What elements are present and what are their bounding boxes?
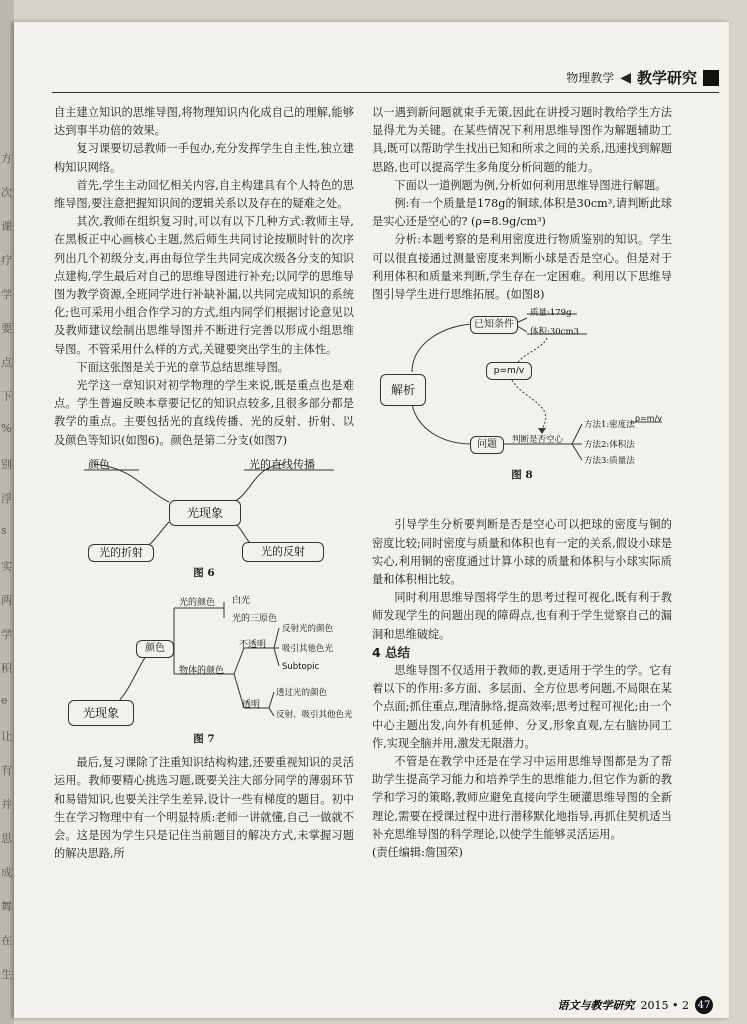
figure-6-caption: 图 6 — [193, 566, 215, 579]
fig8-mass: 质量:179g — [530, 308, 572, 319]
strip-glyph: 课 — [1, 220, 12, 233]
strip-glyph: 在 — [1, 934, 12, 947]
right-paragraph-6: 同时利用思维导图将学生的思考过程可视化,既有利于教师发现学生的问题出现的障碍点,也有利于学生觉察自己的漏洞和思维破绽。 — [372, 591, 672, 641]
header-column: 物理教学 — [566, 71, 615, 85]
fig8-judge: 判断是否空心 — [512, 435, 564, 446]
fig6-branch-color: 颜色 — [88, 457, 110, 471]
fig6-branch-reflection: 光的反射 — [242, 542, 324, 562]
fig6-branch-straight: 光的直线传播 — [249, 457, 315, 471]
fig8-center-node: 解析 — [380, 374, 426, 406]
left-paragraph-7: 最后,复习课除了注重知识结构构建,还要重视知识的灵活运用。教师要精心挑选习题,既要关注大部分同学的薄弱环节和易错知识,也要关注学生差异,设计一些有梯度的题目。初中生在学习物理中有一个明显特质:老师一讲就懂,自己一做就不会。这是因为学生只是记住当前题目的解决方式,未掌握习题的解决思路,所 — [54, 756, 354, 861]
right-paragraph-5: 引导学生分析要判断是否是空心可以把球的密度与铜的密度比较;同时密度与质量和体积也有一定的关系,假设小球是实心,利用铜的密度通过计算小球的质量和体积与小球实际质量和体积相比较。 — [372, 518, 672, 587]
left-paragraph-3: 首先,学生主动回忆相关内容,自主构建具有个人特色的思维导图,要注意把握知识间的逻辑关系以及存在的疑难之处。 — [54, 178, 354, 211]
right-paragraph-1: 以一遇到新问题就束手无策,因此在讲授习题时教给学生方法显得尤为关键。在某些情况下利用思维导图作为解题辅助工具,既可以帮助学生找出已知和所求之间的关系,迅速找到解题思路,也可以提高学生多角度分析问题的能力。 — [372, 106, 672, 174]
right-paragraph-7: 思维导图不仅适用于教师的教,更适用于学生的学。它有着以下的作用:多方面、多层面、全方位思考问题,不局限在某个点面;抓住重点,理清脉络,提高效率;思考过程可视化;由一个中心主题出发,向外有机延伸、分叉,形象直观,左右脑协同工作,实现全脑并用,激发无限潜力。 — [372, 664, 672, 750]
fig8-volume: 体积:30cm3 — [530, 327, 579, 338]
left-paragraph-2: 复习课要切忌教师一手包办,充分发挥学生自主性,独立建构知识网络。 — [54, 142, 354, 174]
strip-glyph: 点 — [1, 356, 12, 369]
strip-glyph: 两 — [1, 594, 12, 607]
fig8-formula-node: p=m/v — [486, 362, 532, 380]
strip-glyph: 下 — [1, 390, 12, 403]
strip-glyph: 学 — [1, 288, 12, 301]
strip-glyph: 方 — [1, 152, 12, 165]
strip-glyph: 思 — [1, 832, 12, 845]
page-header — [566, 67, 719, 88]
fig7-color-node: 颜色 — [136, 640, 174, 658]
right-paragraph-3: 例:有一个质量是178g的铜球,体积是30cm³,请判断此球是实心还是空心的? (ρ=8.9g/cm³) — [372, 197, 672, 229]
left-paragraph-4: 其次,教师在组织复习时,可以有以下几种方式:教师主导,在黑板正中心画核心主题,然后师生共同讨论按顺时针的次序列出几个初级分支,再由每位学生共同完成次级各分支的知识点建构,学生最后对自己的思维导图进行补充;以同学的思维导图为教学资源,全班同学进行补缺补漏,以共同完成知识的系统化;也可采用小组合作学习的方式,组内同学们根据讨论意见以及教师建议绘制出思维导图并不断进行完善以形成小组思维导图。不管采用什么样的方式,关键要突出学生的主体性。 — [54, 215, 354, 356]
fig6-center-node: 光现象 — [169, 500, 241, 526]
fig7-opaque: 不透明 — [239, 640, 267, 651]
right-paragraph-8: 不管是在教学中还是在学习中运用思维导图都是为了帮助学生提高学习能力和培养学生的思维能力,但它作为新的教学和学习的策略,教师应避免直接向学生硬灌思维导图的全新理论,需要在授课过程中进行潜移默化地指导,再抓住契机适当补充思维导图的科学理论,以使学生能够灵活运用。 — [372, 755, 672, 841]
strip-glyph: 别 — [1, 458, 12, 471]
strip-glyph: 并 — [1, 798, 12, 811]
header-rule — [52, 92, 719, 93]
fig7-transparent: 透明 — [242, 700, 261, 711]
strip-glyph: % — [1, 422, 12, 435]
fig7-primary-colors: 光的三原色 — [232, 614, 278, 625]
fig8-known-node: 已知条件 — [470, 316, 518, 334]
strip-glyph: 实 — [1, 560, 12, 573]
header-block-icon — [703, 70, 719, 86]
editor-credit: (责任编辑:詹国荣) — [372, 846, 463, 860]
left-paragraph-5: 下面这张图是关于光的章节总结思维导图。 — [76, 360, 289, 374]
figure-8 — [372, 304, 672, 467]
fig7-center-node: 光现象 — [68, 700, 134, 726]
fig8-method-2: 方法2:体积法 — [584, 440, 635, 451]
header-arrow-icon: ◀ — [620, 69, 631, 86]
left-paragraph-6: 光学这一章知识对初学物理的学生来说,既是重点也是难点。学生普遍反映本章要记忆的知识点较多,且很多部分都是教学的重点。主要包括光的直线传播、光的反射、折射、以及颜色等知识(如图6)。颜色是第二分支(如图7) — [54, 379, 354, 447]
strip-glyph: 让 — [1, 730, 12, 743]
strip-glyph: 次 — [1, 186, 12, 199]
fig8-problem-node: 问题 — [470, 436, 504, 454]
strip-glyph: 成 — [1, 866, 12, 879]
left-paragraph-1: 自主建立知识的思维导图,将物理知识内化成自己的理解,能够达到事半功倍的效果。 — [54, 106, 354, 138]
fig8-formula-2: p=m/v — [635, 414, 663, 424]
strip-glyph: 要 — [1, 322, 12, 335]
strip-glyph: 舞 — [1, 900, 12, 913]
strip-glyph: 浮 — [1, 492, 12, 505]
fig7-opaque-2: 吸引其他色光 — [282, 644, 334, 655]
strip-glyph: 生 — [1, 968, 12, 981]
strip-glyph: 积 — [1, 662, 12, 675]
fig8-method-1: 方法1:密度法 — [584, 420, 635, 431]
fig7-white-light: 白光 — [232, 596, 251, 607]
page-footer — [558, 996, 713, 1014]
footer-page-number: 47 — [695, 996, 713, 1014]
fig7-transparent-2: 反射、吸引其他色光 — [276, 710, 353, 721]
figure-7-caption: 图 7 — [193, 733, 215, 746]
figure-7 — [54, 588, 354, 728]
fig7-opaque-3: Subtopic — [282, 662, 320, 673]
right-paragraph-2: 下面以一道例题为例,分析如何利用思维导图进行解题。 — [394, 178, 667, 192]
section-4-heading: 4 总结 — [372, 644, 411, 660]
header-section: 教学研究 — [636, 69, 697, 87]
fig7-object-color: 物体的颜色 — [179, 666, 225, 677]
left-column — [54, 104, 354, 863]
strip-glyph: e — [1, 694, 8, 707]
footer-issue: 2015 • 2 — [640, 998, 689, 1012]
strip-glyph: 学 — [1, 628, 12, 641]
fig8-method-3: 方法3:质量法 — [584, 456, 635, 467]
strip-glyph: 有 — [1, 764, 12, 777]
figure-6 — [54, 450, 354, 562]
fig7-opaque-1: 反射光的颜色 — [282, 624, 334, 635]
right-paragraph-4: 分析:本题考察的是利用密度进行物质鉴别的知识。学生可以很直接通过测量密度来判断小球是否是空心。但是对于利用体积和质量来判断,学生存在一定困难。利用以下思维导图引导学生进行思维拓展。(如图8) — [372, 233, 672, 302]
fig7-transparent-1: 透过光的颜色 — [276, 688, 328, 699]
fig7-light-color: 光的颜色 — [179, 598, 216, 609]
strip-glyph: 疗 — [1, 254, 12, 267]
right-column — [372, 104, 672, 862]
figure-8-caption: 图 8 — [511, 469, 533, 482]
strip-glyph: s — [1, 524, 7, 537]
footer-magazine: 语文与教学研究 — [557, 999, 635, 1012]
fig6-branch-refraction: 光的折射 — [88, 544, 154, 562]
adjacent-page-strip — [0, 0, 14, 1024]
